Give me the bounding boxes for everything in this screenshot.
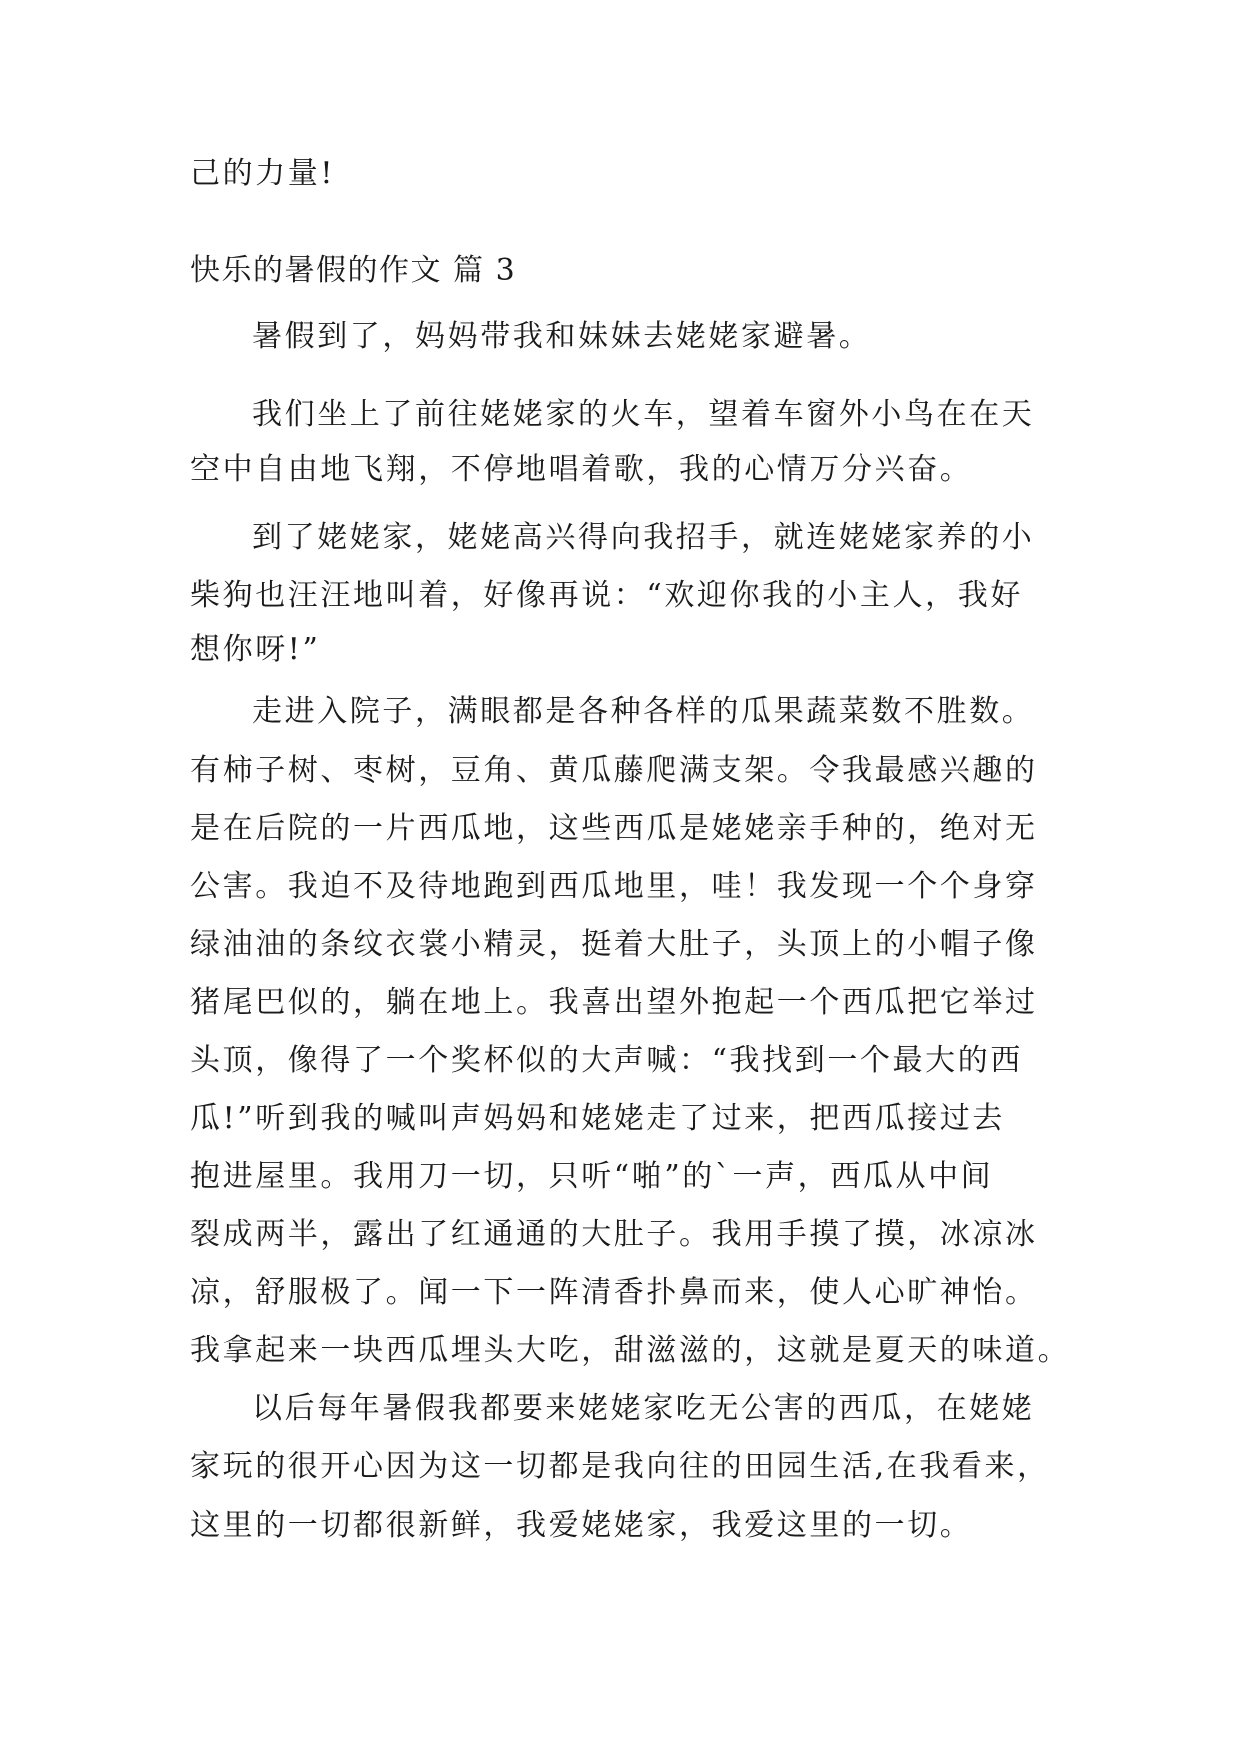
paragraph-line: 空中自由地飞翔，不停地唱着歌，我的心情万分兴奋。 — [190, 452, 973, 487]
paragraph-line: 暑假到了，妈妈带我和妹妹去姥姥家避暑。 — [252, 319, 872, 354]
paragraph-line: 凉，舒服极了。闻一下一阵清香扑鼻而来，使人心旷神怡。 — [190, 1275, 1038, 1310]
paragraph-line: 瓜!”听到我的喊叫声妈妈和姥姥走了过来，把西瓜接过去 — [190, 1101, 1005, 1136]
paragraph-line: 到了姥姥家，姥姥高兴得向我招手，就连姥姥家养的小 — [252, 520, 1035, 555]
paragraph-line: 柴狗也汪汪地叫着，好像再说：“欢迎你我的小主人，我好 — [190, 578, 1023, 613]
paragraph-line: 我们坐上了前往姥姥家的火车，望着车窗外小鸟在在天 — [252, 397, 1035, 432]
paragraph-line: 我拿起来一块西瓜埋头大吃，甜滋滋的，这就是夏天的味道。 — [190, 1333, 1071, 1368]
paragraph-line: 走进入院子，满眼都是各种各样的瓜果蔬菜数不胜数。 — [252, 694, 1035, 729]
paragraph-line: 猪尾巴似的，躺在地上。我喜出望外抱起一个西瓜把它举过 — [190, 985, 1038, 1020]
paragraph-line: 公害。我迫不及待地跑到西瓜地里，哇！我发现一个个身穿 — [190, 869, 1038, 904]
section-heading: 快乐的暑假的作文 篇 3 — [190, 253, 517, 288]
paragraph-line: 有柿子树、枣树，豆角、黄瓜藤爬满支架。令我最感兴趣的 — [190, 753, 1038, 788]
paragraph-line: 是在后院的一片西瓜地，这些西瓜是姥姥亲手种的，绝对无 — [190, 811, 1038, 846]
paragraph-line: 抱进屋里。我用刀一切，只听“啪”的`一声，西瓜从中间 — [190, 1159, 994, 1194]
paragraph-line: 头顶，像得了一个奖杯似的大声喊：“我找到一个最大的西 — [190, 1043, 1023, 1078]
paragraph-line: 裂成两半，露出了红通通的大肚子。我用手摸了摸，冰凉冰 — [190, 1217, 1038, 1252]
paragraph-line: 家玩的很开心因为这一切都是我向往的田园生活,在我看来， — [190, 1449, 1050, 1484]
paragraph-line: 想你呀!” — [190, 632, 321, 667]
paragraph-line: 这里的一切都很新鲜，我爱姥姥家，我爱这里的一切。 — [190, 1508, 973, 1543]
paragraph-line: 绿油油的条纹衣裳小精灵，挺着大肚子，头顶上的小帽子像 — [190, 927, 1038, 962]
paragraph-line: 以后每年暑假我都要来姥姥家吃无公害的西瓜，在姥姥 — [252, 1391, 1035, 1426]
carryover-line: 己的力量! — [190, 156, 336, 191]
